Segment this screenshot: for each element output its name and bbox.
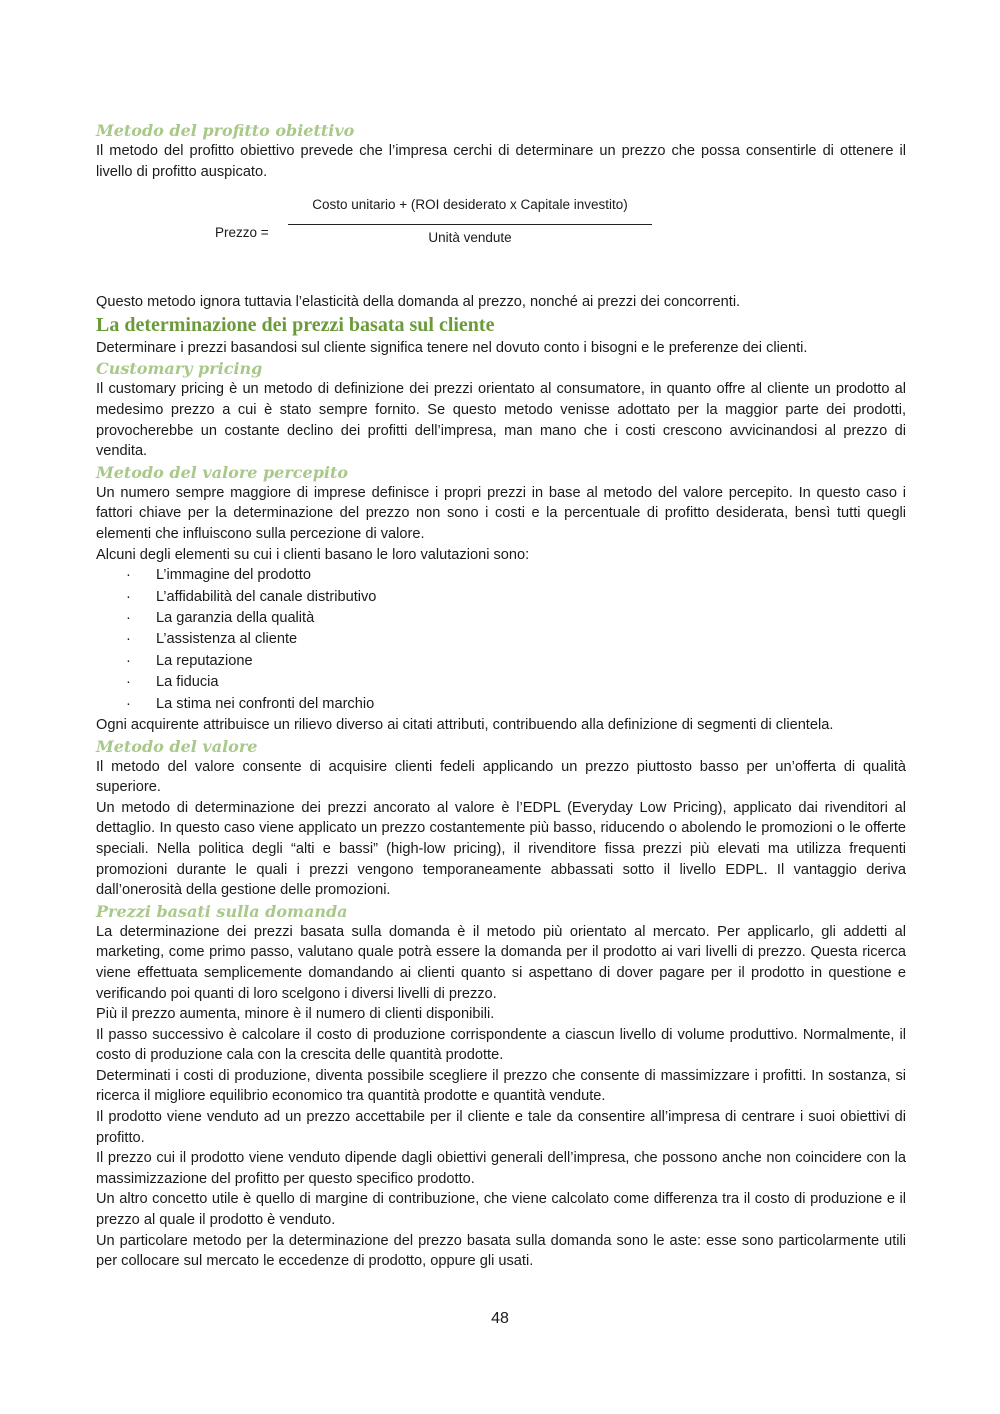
list-item [96,587,906,608]
paragraph-domanda-3: Il passo successivo è calcolare il costo di produzione corrispondente a ciascun livello di volume produttivo. Normalmente, il costo di produzione cala con la crescita delle quantità prodotte. [96,1026,906,1064]
page-content [96,120,906,1272]
list-item-text: La reputazione [156,652,253,669]
heading-valore-percepito: Metodo del valore percepito [96,462,349,482]
list-item [96,629,906,650]
heading-basata-cliente: La determinazione dei prezzi basata sul cliente [96,313,495,336]
paragraph-elasticity-note: Questo metodo ignora tuttavia l’elasticità della domanda al prezzo, nonché ai prezzi dei concorrenti. [96,294,741,311]
page-number: 48 [491,1310,509,1327]
heading-profitto-obiettivo: Metodo del profitto obiettivo [96,121,355,140]
paragraph-profitto-obiettivo: Il metodo del profitto obiettivo prevede che l’impresa cerchi di determinare un prezzo che possa consentirle di ottenere il livello di profitto auspicato. [96,143,906,180]
heading-customary-pricing: Customary pricing [96,359,263,379]
formula-denominator: Unità vendute [428,230,512,246]
paragraph-valore-percepito: Un numero sempre maggiore di imprese definisce i propri prezzi in base al metodo del valore percepito. In questo caso i fattori chiave per la determinazione del prezzo non sono i costi e la percentuale di profitto desiderata, bensì tutti quegli elementi che influiscono sulla percezione di valore. [96,484,906,542]
paragraph-domanda-8: Un particolare metodo per la determinazione del prezzo basata sulla domanda sono le aste: esse sono particolarmente utili per collocare sul mercato le eccedenze di prodotto, oppure gli usati. [96,1232,906,1270]
paragraph-domanda-4: Determinati i costi di produzione, diventa possibile scegliere il prezzo che consente di massimizzare i profitti. In sostanza, si ricerca il migliore equilibrio economico tra quantità prodotte e quantità vendute. [96,1067,906,1105]
paragraph-segmenti-clientela: Ogni acquirente attribuisce un rilievo diverso ai citati attributi, contribuendo alla definizione di segmenti di clientela. [96,716,834,733]
valutazioni-list [96,565,906,715]
fraction-bar [288,224,652,225]
paragraph-domanda-5: Il prodotto viene venduto ad un prezzo accettabile per il cliente e tale da consentire all’impresa di centrare i suoi obiettivi di profitto. [96,1109,906,1146]
list-item-text: La garanzia della qualità [156,609,315,626]
heading-metodo-valore: Metodo del valore [96,736,258,756]
bullet-glyph: · [126,567,131,584]
bullet-glyph: · [126,652,131,669]
bullet-glyph: · [126,588,131,605]
list-item-text: L’affidabilità del canale distributivo [156,588,377,605]
bullet-glyph: · [126,609,131,626]
list-item [96,565,906,586]
list-item-text: La stima nei confronti del marchio [156,695,375,712]
paragraph-customary-pricing: Il customary pricing è un metodo di definizione dei prezzi orientato al consumatore, in quanto offre al cliente un prodotto al medesimo prezzo a cui è stato sempre fornito. Se questo metodo venisse adottato per la maggior parte dei prodotti, provocherebbe un costante declino dei profitti dell’impresa, man mano che i costi crescono avvicinandosi al prezzo di vendita. [96,381,906,460]
list-item [96,672,906,693]
list-item-text: La fiducia [156,674,219,691]
paragraph-domanda-6: Il prezzo cui il prodotto viene venduto dipende dagli obiettivi generali dell’impresa, che possono anche non coincidere con la massimizzazione del profitto per questo specifico prodotto. [96,1150,906,1187]
bullet-glyph: · [126,631,131,648]
formula-label: Prezzo = [215,225,269,241]
list-item [96,608,906,629]
heading-prezzi-domanda: Prezzi basati sulla domanda [96,901,348,921]
formula-numerator: Costo unitario + (ROI desiderato x Capitale investito) [312,197,628,213]
list-item-text: L’assistenza al cliente [156,631,298,648]
list-intro: Alcuni degli elementi su cui i clienti basano le loro valutazioni sono: [96,546,530,563]
paragraph-domanda-2: Più il prezzo aumenta, minore è il numero di clienti disponibili. [96,1006,495,1023]
bullet-glyph: · [126,674,131,691]
bullet-glyph: · [126,695,131,712]
paragraph-metodo-valore-2: Un metodo di determinazione dei prezzi ancorato al valore è l’EDPL (Everyday Low Pricing), applicato dai rivenditori al dettaglio. In questo caso viene applicato un prezzo costantemente più basso, riducendo o abolendo le promozioni o le offerte speciali. Nella politica degli “alti e bassi” (high-low pricing), il rivenditore fissa prezzi più elevati ma utilizza frequenti promozioni durante le quali i prezzi vengono temporaneamente abbassati sotto il livello EDPL. Il vantaggio deriva dall’onerosità della gestione delle promozioni. [96,799,906,899]
paragraph-metodo-valore-1: Il metodo del valore consente di acquisire clienti fedeli applicando un prezzo piuttosto basso per un’offerta di qualità superiore. [96,758,906,796]
paragraph-domanda-1: La determinazione dei prezzi basata sulla domanda è il metodo più orientato al mercato. Per applicarlo, gli addetti al marketing, come primo passo, valutano quale potrà essere la domanda per il prodotto ai vari livelli di prezzo. Questa ricerca viene effettuata semplicemente domandando ai clienti quanto si aspettano di dover pagare per il prodotto in questione e verificando poi quanti di loro scelgono i diversi livelli di prezzo. [96,923,906,1002]
list-item-text: L’immagine del prodotto [156,567,311,584]
paragraph-basata-cliente: Determinare i prezzi basandosi sul cliente significa tenere nel dovuto conto i bisogni e le preferenze dei clienti. [96,339,808,356]
list-item [96,694,906,715]
price-formula [96,192,906,284]
paragraph-domanda-7: Un altro concetto utile è quello di margine di contribuzione, che viene calcolato come differenza tra il costo di produzione e il prezzo al quale il prodotto è venduto. [96,1191,906,1229]
list-item [96,651,906,672]
